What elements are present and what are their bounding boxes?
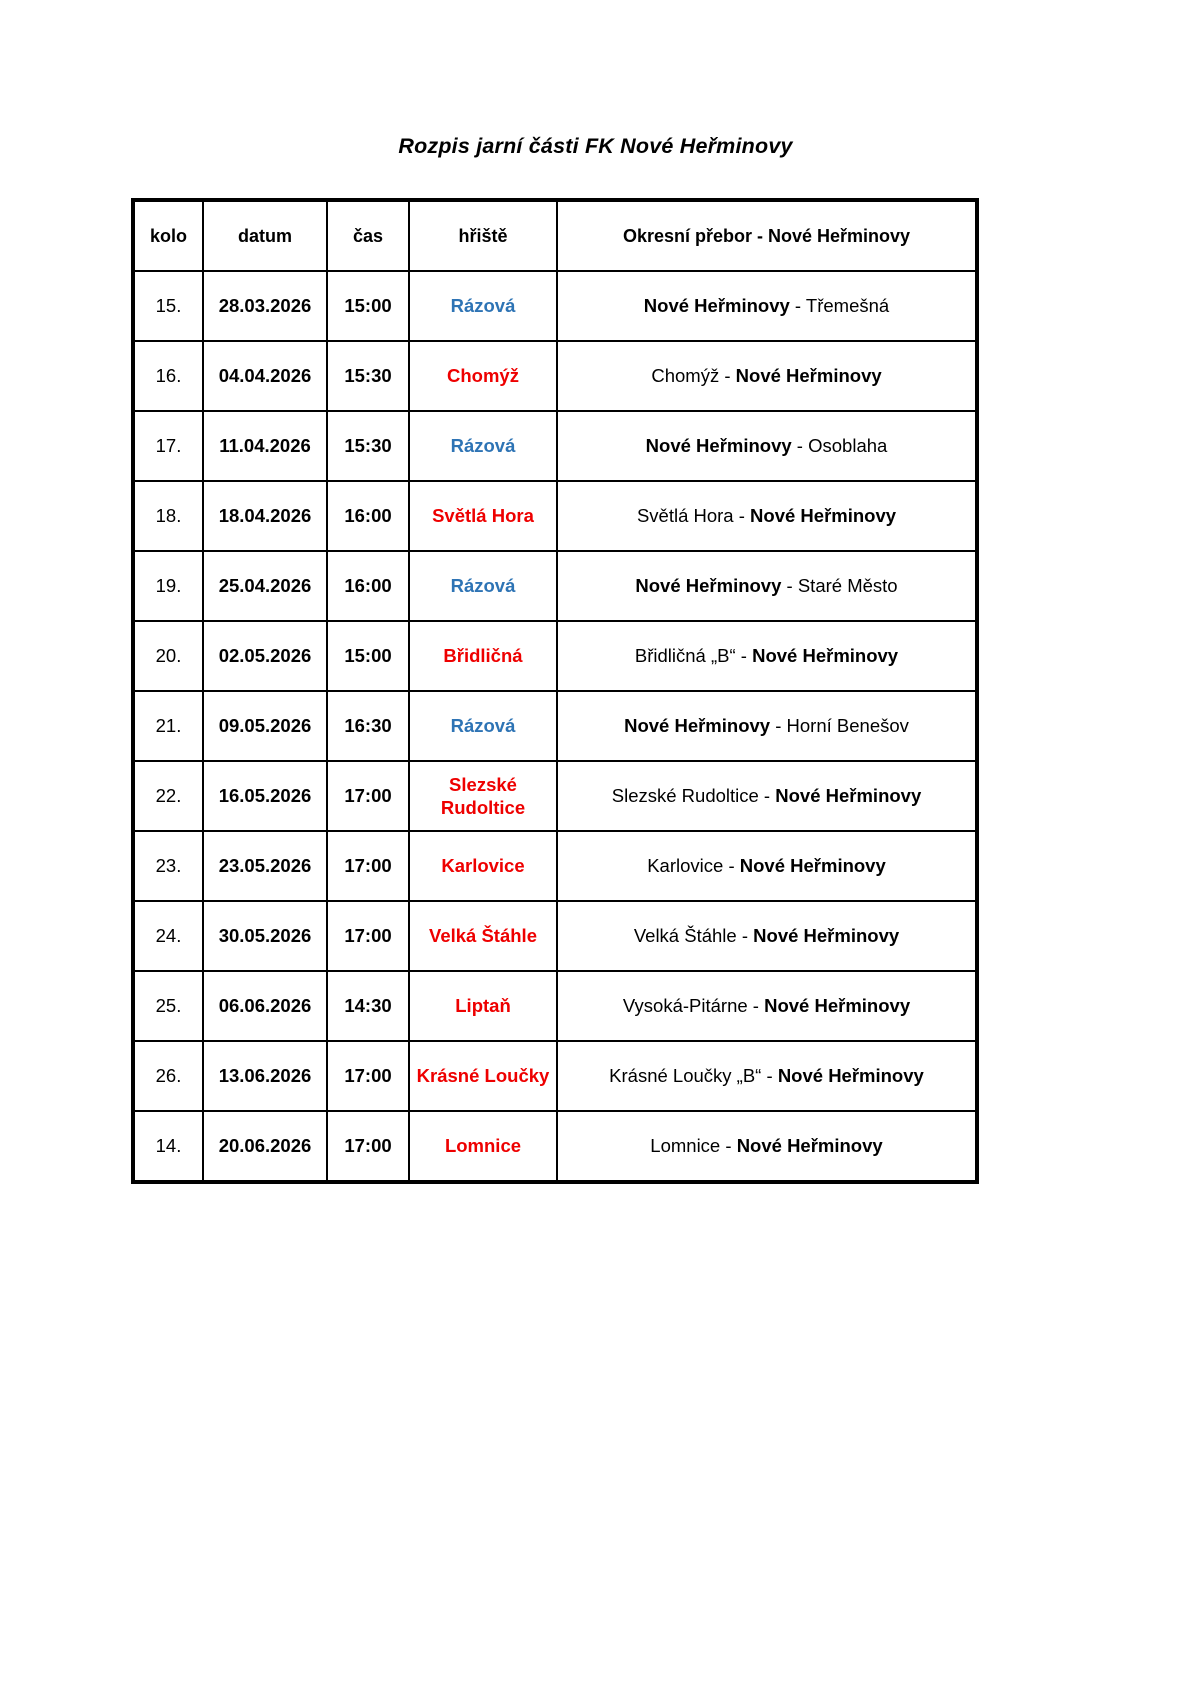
column-header-hriste: hřiště [409,200,557,271]
cell-datum: 20.06.2026 [203,1111,327,1182]
cell-datum: 25.04.2026 [203,551,327,621]
cell-match [557,481,977,551]
cell-match [557,411,977,481]
table-row [133,1111,977,1182]
cell-kolo: 22. [133,761,203,831]
cell-datum: 04.04.2026 [203,341,327,411]
match-away-team: Nové Heřminovy [735,364,882,386]
table-row [133,271,977,341]
cell-match [557,831,977,901]
cell-cas: 17:00 [327,1111,409,1182]
cell-kolo: 24. [133,901,203,971]
cell-hriste: Rázová [409,551,557,621]
cell-datum: 02.05.2026 [203,621,327,691]
cell-match [557,971,977,1041]
cell-cas: 14:30 [327,971,409,1041]
cell-datum: 11.04.2026 [203,411,327,481]
cell-hriste: Slezské Rudoltice [409,761,557,831]
table-row [133,971,977,1041]
table-header [133,200,977,271]
cell-match [557,691,977,761]
match-away-team: Osoblaha [808,434,888,456]
table-row [133,1041,977,1111]
match-separator: - [735,644,753,666]
page-title: Rozpis jarní části FK Nové Heřminovy [398,134,793,158]
cell-cas: 17:00 [327,761,409,831]
cell-kolo: 16. [133,341,203,411]
cell-kolo: 17. [133,411,203,481]
match-home-team: Lomnice [650,1134,721,1156]
cell-hriste: Lomnice [409,1111,557,1182]
cell-kolo: 20. [133,621,203,691]
cell-kolo: 25. [133,971,203,1041]
cell-match [557,271,977,341]
cell-hriste: Velká Štáhle [409,901,557,971]
match-home-team: Břidličná „B“ [634,644,736,666]
match-separator: - [733,504,751,526]
match-separator: - [770,714,787,736]
match-away-team: Nové Heřminovy [753,924,900,946]
cell-cas: 15:00 [327,621,409,691]
cell-cas: 17:00 [327,1041,409,1111]
match-home-team: Světlá Hora [636,504,734,526]
match-separator: - [758,784,776,806]
match-away-team: Nové Heřminovy [739,854,886,876]
match-away-team: Nové Heřminovy [777,1064,924,1086]
cell-kolo: 23. [133,831,203,901]
cell-datum: 09.05.2026 [203,691,327,761]
cell-datum: 13.06.2026 [203,1041,327,1111]
schedule-table-container [131,198,975,1184]
cell-match [557,621,977,691]
match-home-team: Krásné Loučky „B“ [609,1064,762,1086]
match-away-team: Staré Město [797,574,898,596]
cell-hriste: Krásné Loučky [409,1041,557,1111]
match-home-team: Velká Štáhle [633,924,737,946]
table-row [133,831,977,901]
cell-match [557,1111,977,1182]
cell-match [557,551,977,621]
cell-cas: 16:00 [327,551,409,621]
match-home-team: Karlovice [647,854,724,876]
cell-kolo: 26. [133,1041,203,1111]
cell-cas: 16:30 [327,691,409,761]
table-header-row [133,200,977,271]
cell-hriste: Liptaň [409,971,557,1041]
match-separator: - [720,1134,737,1156]
cell-datum: 18.04.2026 [203,481,327,551]
match-home-team: Nové Heřminovy [645,434,792,456]
match-away-team: Nové Heřminovy [775,784,922,806]
match-home-team: Vysoká-Pitárne [622,994,748,1016]
table-row [133,761,977,831]
match-away-team: Třemešná [805,294,890,316]
cell-match [557,901,977,971]
cell-kolo: 15. [133,271,203,341]
match-home-team: Chomýž [651,364,720,386]
cell-datum: 06.06.2026 [203,971,327,1041]
cell-hriste: Rázová [409,271,557,341]
cell-hriste: Rázová [409,691,557,761]
match-away-team: Nové Heřminovy [750,504,897,526]
match-away-team: Horní Benešov [786,714,909,736]
column-header-datum: datum [203,200,327,271]
cell-cas: 15:00 [327,271,409,341]
match-separator: - [723,854,740,876]
table-row [133,901,977,971]
table-row [133,341,977,411]
match-separator: - [791,434,809,456]
cell-hriste: Světlá Hora [409,481,557,551]
column-header-cas: čas [327,200,409,271]
match-home-team: Slezské Rudoltice [611,784,759,806]
cell-datum: 28.03.2026 [203,271,327,341]
cell-match [557,341,977,411]
cell-datum: 16.05.2026 [203,761,327,831]
match-separator: - [781,574,798,596]
table-row [133,411,977,481]
cell-cas: 16:00 [327,481,409,551]
cell-match [557,1041,977,1111]
match-home-team: Nové Heřminovy [624,714,771,736]
match-away-team: Nové Heřminovy [752,644,899,666]
cell-datum: 30.05.2026 [203,901,327,971]
column-header-kolo: kolo [133,200,203,271]
table-body [133,271,977,1182]
table-row [133,551,977,621]
column-header-soutez: Okresní přebor - Nové Heřminovy [557,200,977,271]
cell-cas: 17:00 [327,831,409,901]
cell-cas: 15:30 [327,341,409,411]
cell-hriste: Rázová [409,411,557,481]
cell-kolo: 21. [133,691,203,761]
cell-kolo: 18. [133,481,203,551]
match-separator: - [736,924,754,946]
table-row [133,691,977,761]
cell-datum: 23.05.2026 [203,831,327,901]
match-away-team: Nové Heřminovy [736,1134,883,1156]
match-away-team: Nové Heřminovy [764,994,911,1016]
cell-cas: 15:30 [327,411,409,481]
table-row [133,481,977,551]
match-separator: - [719,364,736,386]
match-home-team: Nové Heřminovy [643,294,790,316]
match-separator: - [747,994,765,1016]
cell-cas: 17:00 [327,901,409,971]
cell-kolo: 14. [133,1111,203,1182]
match-home-team: Nové Heřminovy [635,574,782,596]
table-row [133,621,977,691]
schedule-table [131,198,979,1184]
match-separator: - [761,1064,778,1086]
cell-hriste: Břidličná [409,621,557,691]
cell-hriste: Chomýž [409,341,557,411]
cell-hriste: Karlovice [409,831,557,901]
match-separator: - [789,294,806,316]
cell-kolo: 19. [133,551,203,621]
cell-match [557,761,977,831]
